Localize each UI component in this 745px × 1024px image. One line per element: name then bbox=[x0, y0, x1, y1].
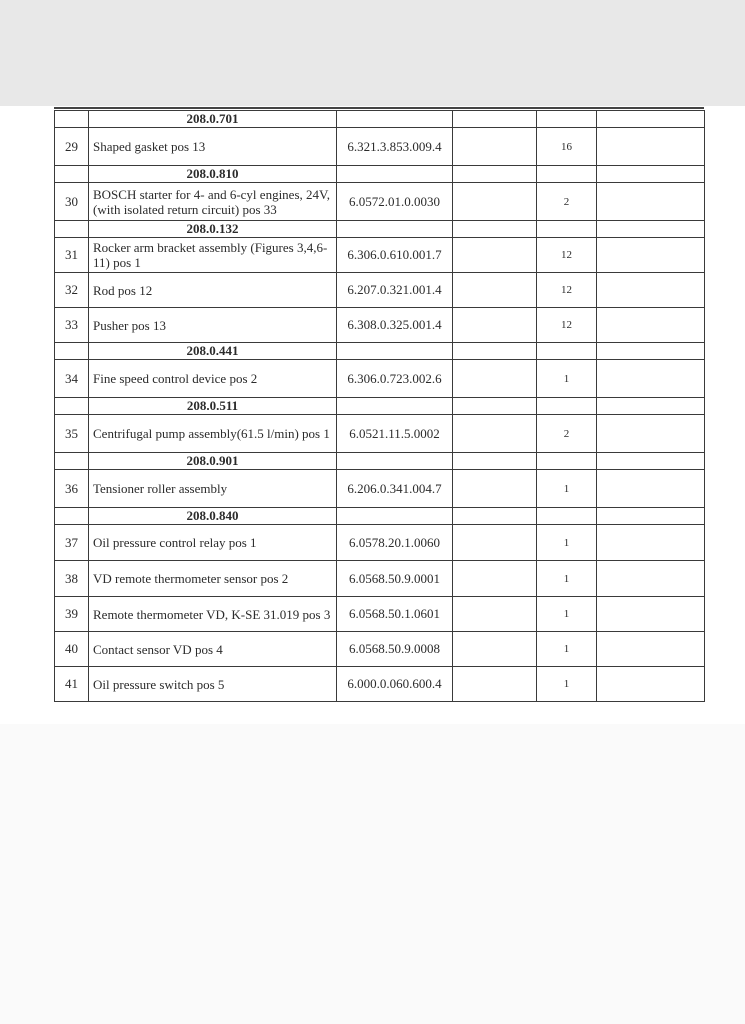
table-row bbox=[55, 273, 705, 308]
empty-cell bbox=[337, 453, 453, 470]
row-number: 37 bbox=[55, 525, 89, 561]
item-description: Oil pressure control relay pos 1 bbox=[89, 525, 337, 561]
empty-cell bbox=[453, 221, 537, 238]
group-header-row bbox=[55, 111, 705, 128]
item-description: BOSCH starter for 4- and 6-cyl engines, 24V, (with isolated return circuit) pos 33 bbox=[89, 183, 337, 221]
row-number: 40 bbox=[55, 632, 89, 667]
group-header-row bbox=[55, 166, 705, 183]
table-row bbox=[55, 667, 705, 702]
item-description: Oil pressure switch pos 5 bbox=[89, 667, 337, 702]
group-header-row bbox=[55, 453, 705, 470]
empty-cell bbox=[597, 183, 705, 221]
empty-cell bbox=[453, 360, 537, 398]
table-row bbox=[55, 308, 705, 343]
group-num-cell bbox=[55, 343, 89, 360]
row-number: 38 bbox=[55, 561, 89, 597]
parts-table-body bbox=[55, 111, 705, 702]
empty-cell bbox=[453, 667, 537, 702]
empty-cell bbox=[597, 453, 705, 470]
group-code: 208.0.840 bbox=[89, 508, 337, 525]
empty-cell bbox=[597, 111, 705, 128]
quantity: 12 bbox=[537, 308, 597, 343]
empty-cell bbox=[337, 221, 453, 238]
table-row bbox=[55, 597, 705, 632]
empty-cell bbox=[597, 166, 705, 183]
part-number: 6.0568.50.1.0601 bbox=[337, 597, 453, 632]
empty-cell bbox=[597, 632, 705, 667]
row-number: 36 bbox=[55, 470, 89, 508]
group-code: 208.0.701 bbox=[89, 111, 337, 128]
empty-cell bbox=[453, 415, 537, 453]
empty-cell bbox=[597, 238, 705, 273]
row-number: 35 bbox=[55, 415, 89, 453]
group-code: 208.0.810 bbox=[89, 166, 337, 183]
item-description: Remote thermometer VD, K-SE 31.019 pos 3 bbox=[89, 597, 337, 632]
empty-cell bbox=[597, 128, 705, 166]
empty-cell bbox=[453, 343, 537, 360]
group-code: 208.0.132 bbox=[89, 221, 337, 238]
quantity: 1 bbox=[537, 667, 597, 702]
empty-cell bbox=[453, 597, 537, 632]
row-number: 30 bbox=[55, 183, 89, 221]
group-header-row bbox=[55, 343, 705, 360]
empty-cell bbox=[597, 667, 705, 702]
row-number: 34 bbox=[55, 360, 89, 398]
part-number: 6.0568.50.9.0001 bbox=[337, 561, 453, 597]
scan-background-bottom bbox=[0, 724, 745, 1024]
table-row bbox=[55, 632, 705, 667]
empty-cell bbox=[453, 183, 537, 221]
empty-cell bbox=[597, 398, 705, 415]
empty-cell bbox=[337, 343, 453, 360]
item-description: VD remote thermometer sensor pos 2 bbox=[89, 561, 337, 597]
part-number: 6.321.3.853.009.4 bbox=[337, 128, 453, 166]
quantity: 12 bbox=[537, 273, 597, 308]
empty-cell bbox=[453, 632, 537, 667]
part-number: 6.308.0.325.001.4 bbox=[337, 308, 453, 343]
empty-cell bbox=[337, 111, 453, 128]
parts-table bbox=[54, 110, 705, 702]
empty-cell bbox=[537, 221, 597, 238]
item-description: Pusher pos 13 bbox=[89, 308, 337, 343]
table-row bbox=[55, 128, 705, 166]
item-description: Shaped gasket pos 13 bbox=[89, 128, 337, 166]
group-code: 208.0.441 bbox=[89, 343, 337, 360]
group-header-row bbox=[55, 508, 705, 525]
group-num-cell bbox=[55, 398, 89, 415]
table-row bbox=[55, 470, 705, 508]
empty-cell bbox=[597, 561, 705, 597]
empty-cell bbox=[597, 308, 705, 343]
part-number: 6.207.0.321.001.4 bbox=[337, 273, 453, 308]
empty-cell bbox=[537, 398, 597, 415]
item-description: Tensioner roller assembly bbox=[89, 470, 337, 508]
empty-cell bbox=[453, 525, 537, 561]
empty-cell bbox=[453, 128, 537, 166]
table-row bbox=[55, 183, 705, 221]
group-num-cell bbox=[55, 166, 89, 183]
empty-cell bbox=[453, 166, 537, 183]
quantity: 2 bbox=[537, 415, 597, 453]
quantity: 1 bbox=[537, 561, 597, 597]
empty-cell bbox=[597, 221, 705, 238]
part-number: 6.306.0.723.002.6 bbox=[337, 360, 453, 398]
quantity: 2 bbox=[537, 183, 597, 221]
part-number: 6.0572.01.0.0030 bbox=[337, 183, 453, 221]
empty-cell bbox=[597, 508, 705, 525]
row-number: 31 bbox=[55, 238, 89, 273]
empty-cell bbox=[537, 343, 597, 360]
quantity: 1 bbox=[537, 470, 597, 508]
quantity: 1 bbox=[537, 360, 597, 398]
empty-cell bbox=[597, 597, 705, 632]
quantity: 12 bbox=[537, 238, 597, 273]
empty-cell bbox=[337, 166, 453, 183]
empty-cell bbox=[537, 508, 597, 525]
table-row bbox=[55, 238, 705, 273]
quantity: 16 bbox=[537, 128, 597, 166]
part-number: 6.306.0.610.001.7 bbox=[337, 238, 453, 273]
quantity: 1 bbox=[537, 632, 597, 667]
empty-cell bbox=[453, 238, 537, 273]
empty-cell bbox=[453, 561, 537, 597]
group-num-cell bbox=[55, 453, 89, 470]
item-description: Contact sensor VD pos 4 bbox=[89, 632, 337, 667]
empty-cell bbox=[597, 273, 705, 308]
table-row bbox=[55, 561, 705, 597]
item-description: Rocker arm bracket assembly (Figures 3,4,6-11) pos 1 bbox=[89, 238, 337, 273]
scan-background-top bbox=[0, 0, 745, 106]
empty-cell bbox=[537, 166, 597, 183]
row-number: 33 bbox=[55, 308, 89, 343]
table-row bbox=[55, 360, 705, 398]
empty-cell bbox=[597, 343, 705, 360]
part-number: 6.000.0.060.600.4 bbox=[337, 667, 453, 702]
empty-cell bbox=[453, 273, 537, 308]
row-number: 29 bbox=[55, 128, 89, 166]
empty-cell bbox=[597, 525, 705, 561]
empty-cell bbox=[597, 415, 705, 453]
empty-cell bbox=[537, 453, 597, 470]
empty-cell bbox=[337, 398, 453, 415]
empty-cell bbox=[597, 470, 705, 508]
group-num-cell bbox=[55, 221, 89, 238]
item-description: Centrifugal pump assembly(61.5 l/min) pos 1 bbox=[89, 415, 337, 453]
row-number: 32 bbox=[55, 273, 89, 308]
row-number: 39 bbox=[55, 597, 89, 632]
item-description: Fine speed control device pos 2 bbox=[89, 360, 337, 398]
empty-cell bbox=[453, 470, 537, 508]
group-header-row bbox=[55, 221, 705, 238]
part-number: 6.0568.50.9.0008 bbox=[337, 632, 453, 667]
item-description: Rod pos 12 bbox=[89, 273, 337, 308]
part-number: 6.0521.11.5.0002 bbox=[337, 415, 453, 453]
quantity: 1 bbox=[537, 525, 597, 561]
part-number: 6.0578.20.1.0060 bbox=[337, 525, 453, 561]
empty-cell bbox=[537, 111, 597, 128]
part-number: 6.206.0.341.004.7 bbox=[337, 470, 453, 508]
group-header-row bbox=[55, 398, 705, 415]
group-code: 208.0.901 bbox=[89, 453, 337, 470]
empty-cell bbox=[453, 111, 537, 128]
table-row bbox=[55, 525, 705, 561]
empty-cell bbox=[453, 508, 537, 525]
group-num-cell bbox=[55, 111, 89, 128]
empty-cell bbox=[453, 308, 537, 343]
table-top-rule bbox=[54, 107, 704, 109]
empty-cell bbox=[597, 360, 705, 398]
group-code: 208.0.511 bbox=[89, 398, 337, 415]
group-num-cell bbox=[55, 508, 89, 525]
empty-cell bbox=[453, 453, 537, 470]
empty-cell bbox=[337, 508, 453, 525]
table-row bbox=[55, 415, 705, 453]
empty-cell bbox=[453, 398, 537, 415]
quantity: 1 bbox=[537, 597, 597, 632]
row-number: 41 bbox=[55, 667, 89, 702]
